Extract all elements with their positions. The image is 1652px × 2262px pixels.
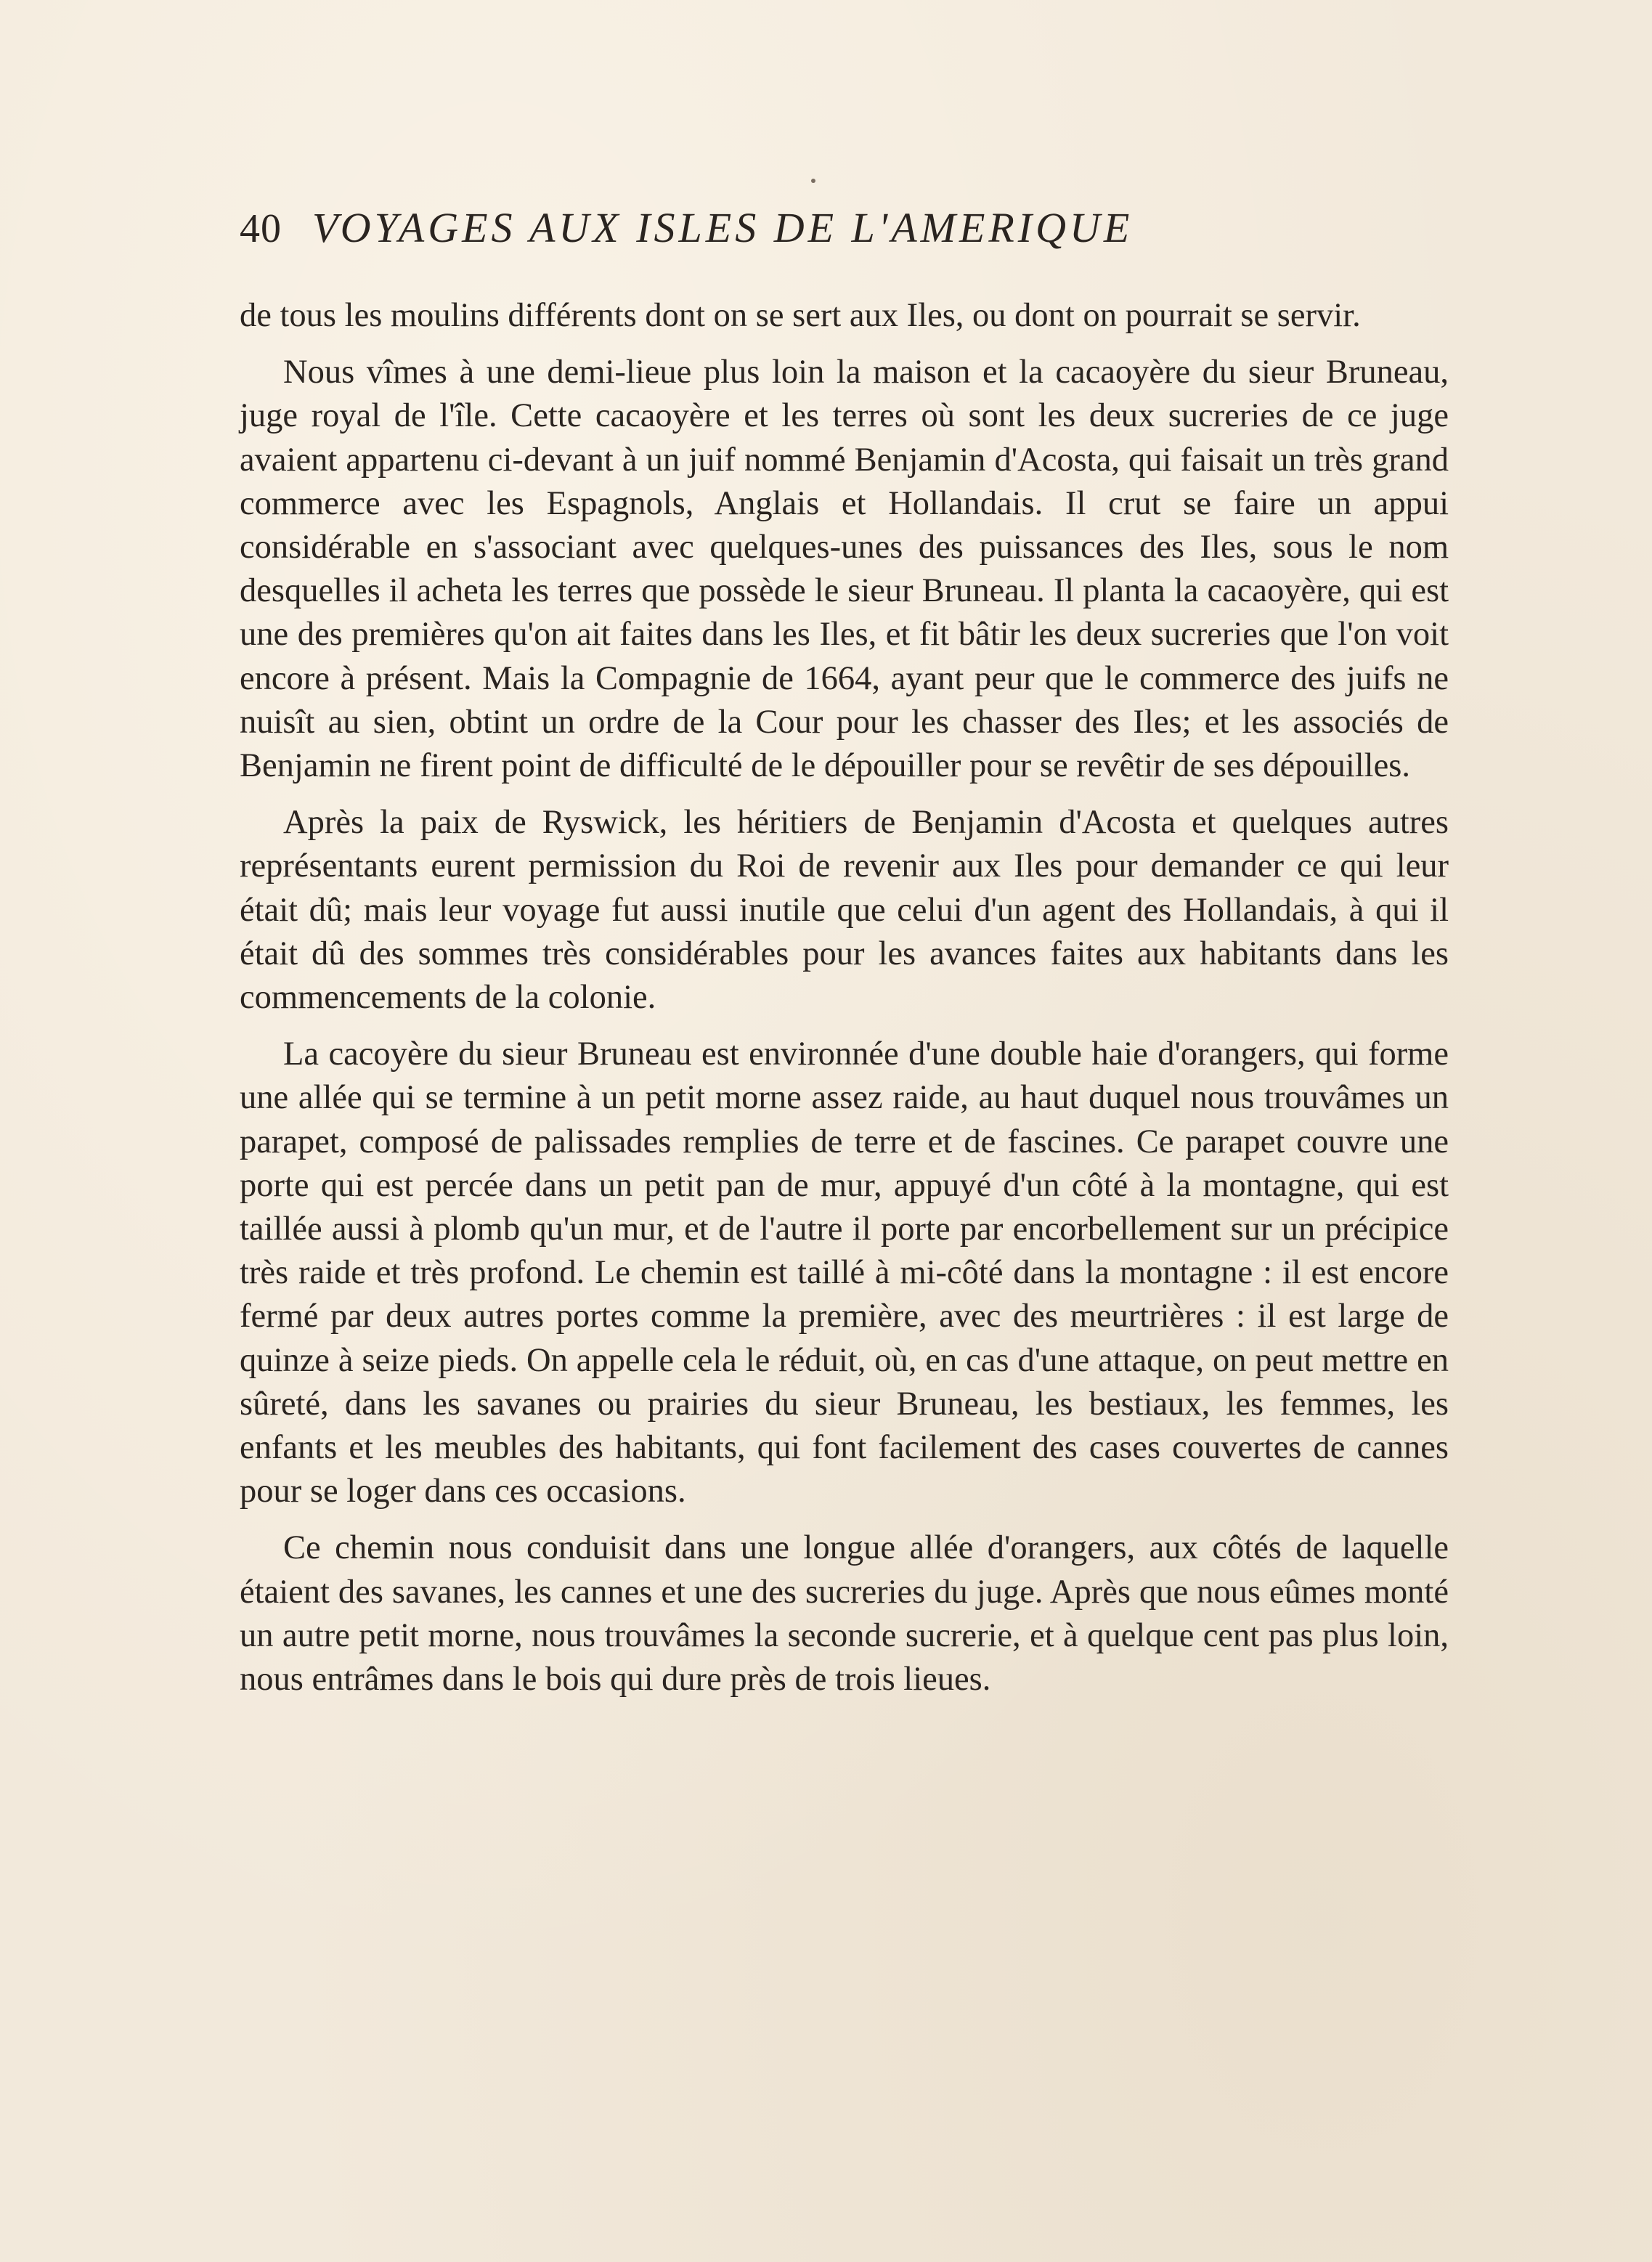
- paragraph: Ce chemin nous conduisit dans une longue allée d'orangers, aux côtés de laquelle étaient des savanes, les cannes et une des sucreries du juge. Après que nous eûmes monté un autre petit morne, nous trouvâmes la seconde sucrerie, et à quelque cent pas plus loin, nous entrâmes dans le bois qui dure près de trois lieues.: [240, 1529, 1449, 1698]
- running-title: VOYAGES AUX ISLES DE L'AMERIQUE: [312, 204, 1134, 251]
- paragraph: La cacoyère du sieur Bruneau est environnée d'une double haie d'orangers, qui forme une allée qui se termine à un petit morne assez raide, au haut duquel nous trouvâmes un parapet, composé de palissades remplies de terre et de fascines. Ce parapet couvre une porte qui est percée dans un petit pan de mur, appuyé d'un côté à la montagne, qui est taillée aussi à plomb qu'un mur, et de l'autre il porte par encorbellement sur un précipice très raide et très profond. Le chemin est taillé à mi-côté dans la montagne : il est encore fermé par deux autres portes comme la première, avec des meurtrières : il est large de quinze à seize pieds. On appelle cela le réduit, où, en cas d'une attaque, on peut mettre en sûreté, dans les savanes ou prairies du sieur Bruneau, les bestiaux, les femmes, les enfants et les meubles des habitants, qui font facilement des cases couvertes de cannes pour se loger dans ces occasions.: [240, 1036, 1449, 1510]
- body-text: [240, 294, 1449, 1701]
- page-number: 40: [240, 206, 282, 251]
- paragraph: de tous les moulins différents dont on se sert aux Iles, ou dont on pourrait se servir.: [240, 297, 1361, 334]
- ink-dot: [811, 179, 815, 183]
- paragraph: Nous vîmes à une demi-lieue plus loin la maison et la cacaoyère du sieur Bruneau, juge royal de l'île. Cette cacaoyère et les terres où sont les deux sucreries de ce juge avaient appartenu ci-devant à un juif nommé Benjamin d'Acosta, qui faisait un très grand commerce avec les Espagnols, Anglais et Hollandais. Il crut se faire un appui considérable en s'associant avec quelques-unes des puissances des Iles, sous le nom desquelles il acheta les terres que possède le sieur Bruneau. Il planta la cacaoyère, qui est une des premières qu'on ait faites dans les Iles, et fit bâtir les deux sucreries que l'on voit encore à présent. Mais la Compagnie de 1664, ayant peur que le commerce des juifs ne nuisît au sien, obtint un ordre de la Cour pour les chasser des Iles; et les associés de Benjamin ne firent point de difficulté de le dépouiller pour se revêtir de ses dépouilles.: [240, 354, 1449, 785]
- paragraph: Après la paix de Ryswick, les héritiers de Benjamin d'Acosta et quelques autres représentants eurent permission du Roi de revenir aux Iles pour demander ce qui leur était dû; mais leur voyage fut aussi inutile que celui d'un agent des Hollandais, à qui il était dû des sommes très considérables pour les avances faites aux habitants dans les commencements de la colonie.: [240, 804, 1449, 1017]
- running-head: [240, 203, 1438, 261]
